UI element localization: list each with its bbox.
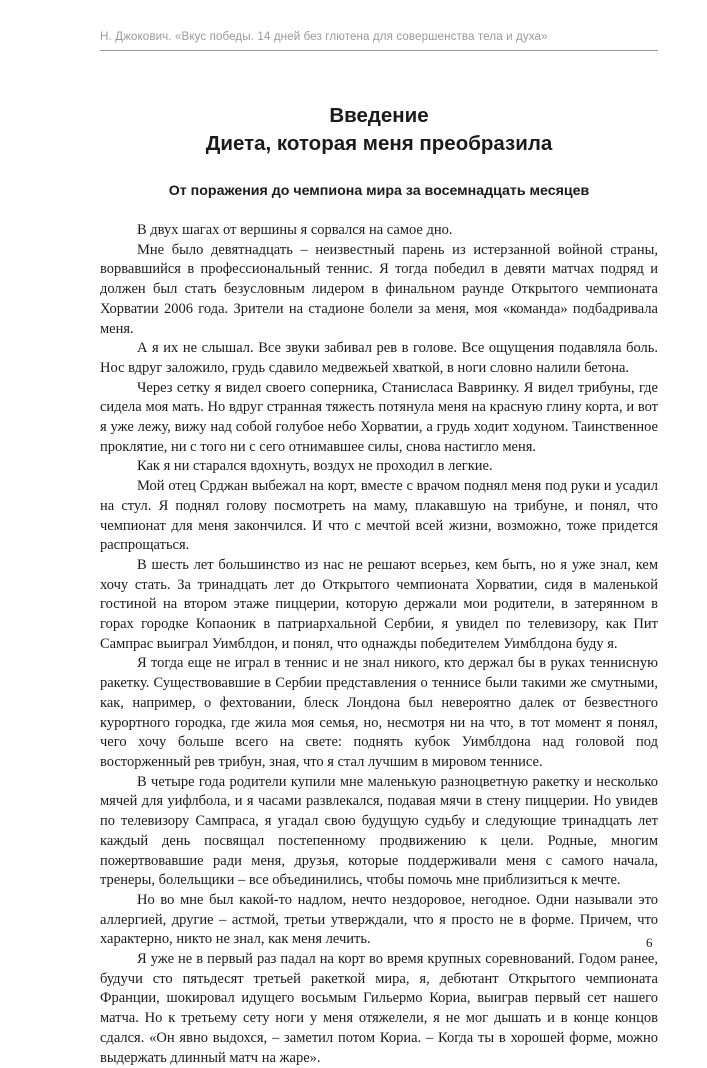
paragraph: В четыре года родители купили мне маленькую разноцветную ракетку и несколько мячей для уифлбола, и я часами развлекался, подавая мячи в стену пиццерии. Но увидев по телевизору Сампраса, я угадал свою будущую судьбу и следующие тринадцать лет каждый день посвящал постепенному продвижению к цели. Родные, многим пожертвовавшие ради меня, друзья, которые поддерживали меня с самого начала, тренеры, болельщики – все объединились, чтобы помочь мне приблизиться к мечте.	[100, 773, 658, 889]
paragraph: В шесть лет большинство из нас не решают всерьез, кем быть, но я уже знал, кем хочу стать. За тринадцать лет до Открытого чемпионата Хорватии, сидя в маленькой гостиной на втором этаже пиццерии, которую держали мои родители, в затерянном в горах городке Копаоник в патриархальной Сербии, я увидел по телевизору, как Пит Сампрас выиграл Уимблдон, и понял, что однажды победителем Уимблдона буду я.	[100, 556, 658, 652]
paragraph: Я тогда еще не играл в теннис и не знал никого, кто держал бы в руках теннисную ракетку. Существовавшие в Сербии представления о теннисе были такими же смутными, как, например, о фехтовании, блеск Лондона был невероятно далек от безвестного курортного городка, где жила моя семья, но, несмотря ни на что, в тот момент я понял, чего хочу больше всего на свете: поднять кубок Уимблдона над головой под восторженный рев трибун, зная, что я стал лучшим в мировом теннисе.	[100, 655, 658, 770]
paragraph: Я уже не в первый раз падал на корт во время крупных соревнований. Годом ранее, будучи сто пятьдесят третьей ракеткой мира, я, дебютант Открытого чемпионата Франции, шокировал идущего восьмым Гильермо Кориа, выиграв первый сет нашего матча. Но к третьему сету ноги у меня отяжелели, я не мог дышать и в конце концов сдался. «Он явно выдохся, – заметил потом Кориа. – Когда ты в хорошей форме, можно выдержать длинный матч на жаре».	[100, 951, 658, 1066]
chapter-title: Введение	[329, 104, 429, 127]
section-title: От поражения до чемпиона мира за восемнадцать месяцев	[168, 183, 590, 199]
page-number: 6	[646, 935, 653, 950]
paragraph: Через сетку я видел своего соперника, Станисласа Вавринку. Я видел трибуны, где сидела моя мать. Но вдруг странная тяжесть потянула меня на красную глину корта, и вот я уже лежу, вижу над собой голубое небо Хорватии, а грудь ходит ходуном. Таинственное проклятие, ни с того ни с сего отнимавшее силы, снова настигло меня.	[100, 379, 658, 455]
chapter-subtitle: Диета, которая меня преобразила	[205, 132, 553, 155]
paragraph: Мне было девятнадцать – неизвестный парень из истерзанной войной страны, ворвавшийся в профессиональный теннис. Я тогда победил в девяти матчах подряд и должен был стать безусловным лидером в финальном раунде Открытого чемпионата Хорватии 2006 года. Зрители на стадионе болели за меня, моя «команда» подбадривала меня.	[100, 241, 658, 337]
paragraph: В двух шагах от вершины я сорвался на самое дно.	[137, 222, 453, 238]
body-text	[100, 221, 658, 1068]
paragraph: Мой отец Срджан выбежал на корт, вместе с врачом поднял меня под руки и усадил на стул. Я поднял голову посмотреть на маму, плакавшую на трибуне, и понял, что чемпионат для меня закончился. И что с мечтой всей жизни, возможно, тоже придется распрощаться.	[100, 478, 658, 554]
running-header: Н. Джокович. «Вкус победы. 14 дней без глютена для совершенства тела и духа»	[100, 30, 548, 43]
header-divider	[100, 50, 658, 51]
paragraph: Но во мне был какой-то надлом, нечто нездоровое, негодное. Одни называли это аллергией, другие – астмой, третьи утверждали, что я просто не в форме. Причем, что характерно, никто не знал, как меня лечить.	[100, 891, 658, 948]
paragraph: Как я ни старался вдохнуть, воздух не проходил в легкие.	[137, 458, 493, 475]
paragraph: А я их не слышал. Все звуки забивал рев в голове. Все ощущения подавляла боль. Нос вдруг заложило, грудь сдавило медвежьей хваткой, в ноги словно налили бетона.	[100, 340, 658, 376]
